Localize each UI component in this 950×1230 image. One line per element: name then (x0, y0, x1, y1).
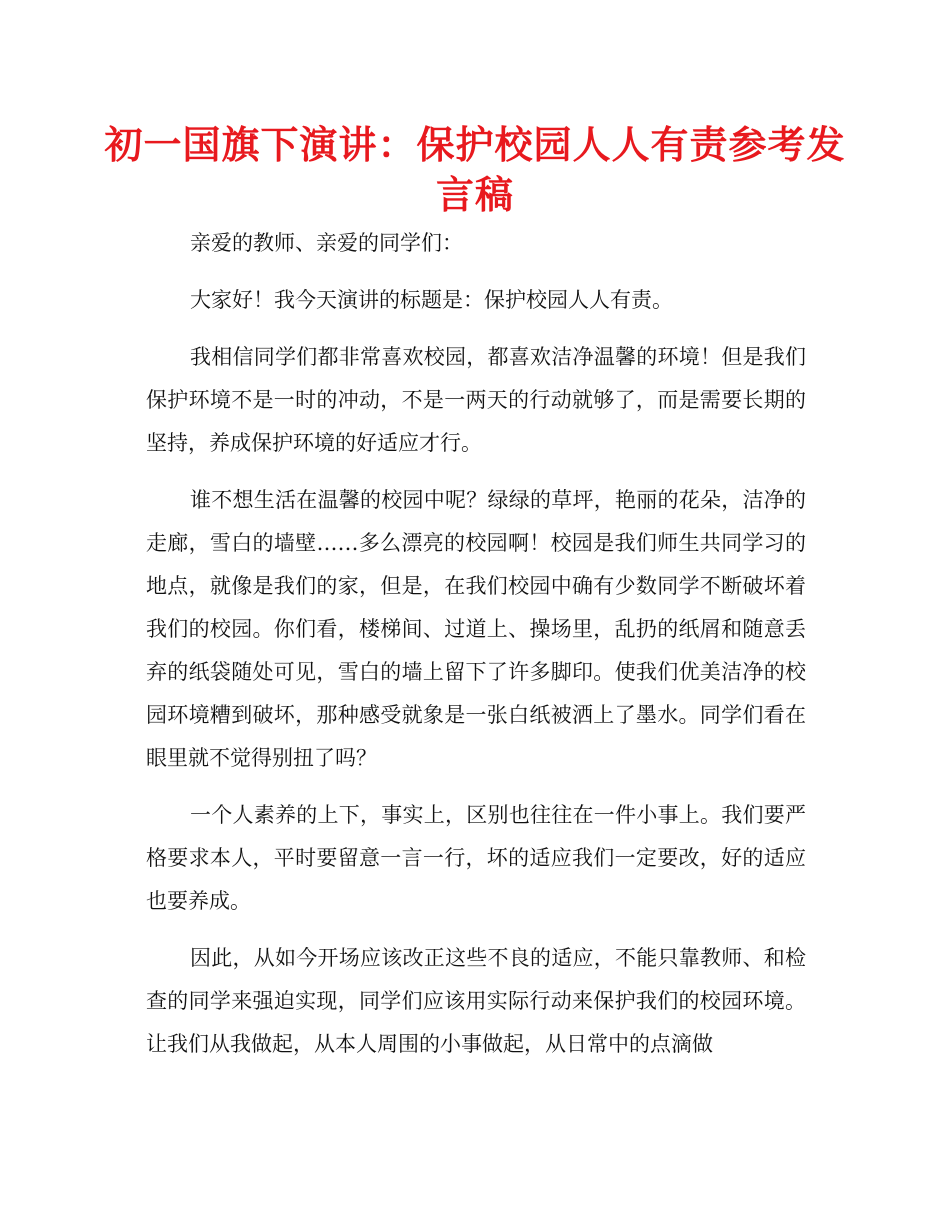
paragraph: 我相信同学们都非常喜欢校园，都喜欢洁净温馨的环境！但是我们保护环境不是一时的冲动，不是一两天的行动就够了，而是需要长期的坚持，养成保护环境的好适应才行。 (146, 345, 806, 455)
paragraph-opening: 大家好！我今天演讲的标题是：保护校园人人有责。 (190, 288, 673, 312)
paragraph: 谁不想生活在温馨的校园中呢？绿绿的草坪，艳丽的花朵，洁净的走廊，雪白的墙壁……多么漂亮的校园啊！校园是我们师生共同学习的地点，就像是我们的家，但是，在我们校园中确有少数同学不断破坏着我们的校园。你们看，楼梯间、过道上、操场里，乱扔的纸屑和随意丢弃的纸袋随处可见，雪白的墙上留下了许多脚印。使我们优美洁净的校园环境糟到破坏，那种感受就象是一张白纸被洒上了墨水。同学们看在眼里就不觉得别扭了吗？ (146, 488, 806, 770)
document-title: 初一国旗下演讲：保护校园人人有责参考发言稿 (104, 123, 846, 217)
paragraph: 一个人素养的上下，事实上，区别也往往在一件小事上。我们要严格要求本人，平时要留意一言一行，坏的适应我们一定要改，好的适应也要养成。 (146, 803, 806, 913)
paragraph: 因此，从如今开场应该改正这些不良的适应，不能只靠教师、和检查的同学来强迫实现，同学们应该用实际行动来保护我们的校园环境。让我们从我做起，从本人周围的小事做起，从日常中的点滴做 (146, 946, 806, 1056)
paragraph-greeting: 亲爱的教师、亲爱的同学们： (190, 231, 463, 255)
document-body (146, 222, 806, 1080)
